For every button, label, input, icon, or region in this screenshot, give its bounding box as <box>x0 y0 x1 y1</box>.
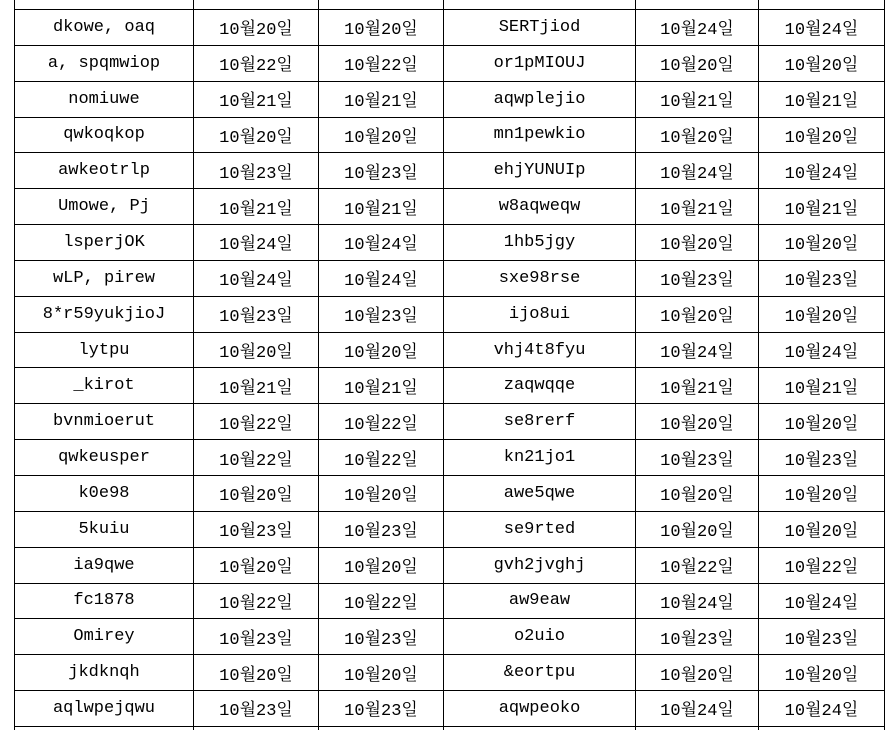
table-row <box>15 655 885 691</box>
cell-date-right-2[interactable]: 10월20일 <box>759 475 885 511</box>
cell-date-left-1[interactable]: 10월23일 <box>194 153 319 189</box>
cell-date-right-1[interactable]: 10월21일 <box>636 81 759 117</box>
partial-cell <box>194 726 319 730</box>
cell-name-left[interactable]: aqlwpejqwu <box>15 691 194 727</box>
cell-date-left-1[interactable]: 10월23일 <box>194 511 319 547</box>
partial-cell <box>15 0 194 10</box>
partial-cell <box>319 0 444 10</box>
cell-name-left[interactable]: _kirot <box>15 368 194 404</box>
cell-date-left-1[interactable]: 10월20일 <box>194 655 319 691</box>
cell-name-left[interactable]: dkowe, oaq <box>15 10 194 46</box>
cell-date-right-1[interactable]: 10월20일 <box>636 296 759 332</box>
partial-cell <box>444 0 636 10</box>
cell-name-left[interactable]: jkdknqh <box>15 655 194 691</box>
cell-date-right-2[interactable]: 10월20일 <box>759 117 885 153</box>
cell-date-left-2[interactable]: 10월20일 <box>319 655 444 691</box>
cell-name-left[interactable]: qwkoqkop <box>15 117 194 153</box>
cell-date-left-1[interactable]: 10월20일 <box>194 117 319 153</box>
cell-date-left-1[interactable]: 10월21일 <box>194 189 319 225</box>
cell-name-right[interactable]: gvh2jvghj <box>444 547 636 583</box>
cell-date-right-1[interactable]: 10월23일 <box>636 260 759 296</box>
table-row <box>15 189 885 225</box>
cell-date-right-1[interactable]: 10월23일 <box>636 619 759 655</box>
cell-date-left-1[interactable]: 10월20일 <box>194 10 319 46</box>
partial-cell <box>15 726 194 730</box>
cell-date-left-1[interactable]: 10월23일 <box>194 296 319 332</box>
cell-date-left-2[interactable]: 10월23일 <box>319 153 444 189</box>
cell-date-right-1[interactable]: 10월20일 <box>636 655 759 691</box>
cell-date-right-1[interactable]: 10월20일 <box>636 117 759 153</box>
cell-name-right[interactable]: ijo8ui <box>444 296 636 332</box>
cell-date-right-1[interactable]: 10월20일 <box>636 404 759 440</box>
cell-date-right-2[interactable]: 10월21일 <box>759 368 885 404</box>
cell-date-right-1[interactable]: 10월22일 <box>636 547 759 583</box>
cell-name-right[interactable]: SERTjiod <box>444 10 636 46</box>
cell-date-right-1[interactable]: 10월24일 <box>636 332 759 368</box>
cell-date-left-1[interactable]: 10월21일 <box>194 368 319 404</box>
cell-name-right[interactable]: &eortpu <box>444 655 636 691</box>
cell-date-right-2[interactable]: 10월23일 <box>759 440 885 476</box>
table-row <box>15 260 885 296</box>
cell-name-right[interactable]: sxe98rse <box>444 260 636 296</box>
cell-date-right-2[interactable]: 10월20일 <box>759 404 885 440</box>
cell-date-right-2[interactable]: 10월24일 <box>759 583 885 619</box>
partial-cell <box>759 0 885 10</box>
cell-name-right[interactable]: aqwplejio <box>444 81 636 117</box>
cell-date-right-2[interactable]: 10월20일 <box>759 296 885 332</box>
cell-date-left-1[interactable]: 10월20일 <box>194 475 319 511</box>
cell-date-left-2[interactable]: 10월22일 <box>319 45 444 81</box>
table-row <box>15 81 885 117</box>
partial-cell <box>636 726 759 730</box>
cell-name-right[interactable]: aqwpeoko <box>444 691 636 727</box>
cell-date-left-2[interactable]: 10월20일 <box>319 475 444 511</box>
table-row <box>15 583 885 619</box>
cell-name-right[interactable]: 1hb5jgy <box>444 225 636 261</box>
table-row <box>15 332 885 368</box>
cell-name-left[interactable]: nomiuwe <box>15 81 194 117</box>
cell-name-left[interactable]: Omirey <box>15 619 194 655</box>
cell-name-left[interactable]: lsperjOK <box>15 225 194 261</box>
cell-date-right-2[interactable]: 10월21일 <box>759 81 885 117</box>
cell-date-left-1[interactable]: 10월20일 <box>194 547 319 583</box>
cell-date-right-2[interactable]: 10월24일 <box>759 332 885 368</box>
cell-date-left-2[interactable]: 10월23일 <box>319 511 444 547</box>
cell-date-right-1[interactable]: 10월20일 <box>636 45 759 81</box>
cell-name-left[interactable]: wLP, pirew <box>15 260 194 296</box>
cell-name-right[interactable]: zaqwqqe <box>444 368 636 404</box>
cell-date-left-1[interactable]: 10월22일 <box>194 583 319 619</box>
cell-name-right[interactable]: ehjYUNUIp <box>444 153 636 189</box>
cell-date-right-1[interactable]: 10월24일 <box>636 153 759 189</box>
cell-name-right[interactable]: mn1pewkio <box>444 117 636 153</box>
cell-name-left[interactable]: 5kuiu <box>15 511 194 547</box>
cell-date-left-1[interactable]: 10월22일 <box>194 45 319 81</box>
cell-date-left-1[interactable]: 10월23일 <box>194 619 319 655</box>
partial-row-top <box>15 0 885 10</box>
cell-name-right[interactable]: o2uio <box>444 619 636 655</box>
cell-date-right-1[interactable]: 10월21일 <box>636 368 759 404</box>
table-row <box>15 440 885 476</box>
cell-name-right[interactable]: or1pMIOUJ <box>444 45 636 81</box>
table-row <box>15 511 885 547</box>
cell-date-right-2[interactable]: 10월20일 <box>759 511 885 547</box>
cell-date-right-1[interactable]: 10월24일 <box>636 583 759 619</box>
cell-date-left-2[interactable]: 10월21일 <box>319 368 444 404</box>
cell-date-right-1[interactable]: 10월24일 <box>636 10 759 46</box>
cell-date-left-1[interactable]: 10월22일 <box>194 440 319 476</box>
cell-name-right[interactable]: awe5qwe <box>444 475 636 511</box>
partial-cell <box>636 0 759 10</box>
cell-date-left-2[interactable]: 10월23일 <box>319 296 444 332</box>
cell-date-left-2[interactable]: 10월21일 <box>319 189 444 225</box>
cell-name-right[interactable]: w8aqweqw <box>444 189 636 225</box>
cell-name-left[interactable]: bvnmioerut <box>15 404 194 440</box>
table-row <box>15 225 885 261</box>
partial-cell <box>194 0 319 10</box>
cell-date-left-2[interactable]: 10월22일 <box>319 404 444 440</box>
cell-name-left[interactable]: awkeotrlp <box>15 153 194 189</box>
cell-date-right-2[interactable]: 10월24일 <box>759 153 885 189</box>
cell-date-right-2[interactable]: 10월24일 <box>759 691 885 727</box>
cell-date-right-1[interactable]: 10월23일 <box>636 440 759 476</box>
data-table <box>14 0 885 730</box>
cell-name-left[interactable]: Umowe, Pj <box>15 189 194 225</box>
cell-date-right-1[interactable]: 10월21일 <box>636 189 759 225</box>
cell-name-right[interactable]: kn21jo1 <box>444 440 636 476</box>
cell-date-left-2[interactable]: 10월24일 <box>319 225 444 261</box>
cell-date-right-1[interactable]: 10월20일 <box>636 225 759 261</box>
cell-date-right-1[interactable]: 10월20일 <box>636 511 759 547</box>
cell-date-left-1[interactable]: 10월22일 <box>194 404 319 440</box>
table-row <box>15 475 885 511</box>
cell-date-left-2[interactable]: 10월22일 <box>319 583 444 619</box>
table-body <box>15 0 885 730</box>
cell-date-left-2[interactable]: 10월20일 <box>319 117 444 153</box>
cell-date-left-2[interactable]: 10월22일 <box>319 440 444 476</box>
table-row <box>15 45 885 81</box>
cell-date-right-2[interactable]: 10월23일 <box>759 260 885 296</box>
cell-name-left[interactable]: a, spqmwiop <box>15 45 194 81</box>
cell-date-right-1[interactable]: 10월20일 <box>636 475 759 511</box>
partial-cell <box>319 726 444 730</box>
cell-date-right-2[interactable]: 10월24일 <box>759 10 885 46</box>
cell-date-right-2[interactable]: 10월22일 <box>759 547 885 583</box>
cell-date-left-1[interactable]: 10월21일 <box>194 81 319 117</box>
table-row <box>15 619 885 655</box>
cell-name-left[interactable]: ia9qwe <box>15 547 194 583</box>
cell-date-left-1[interactable]: 10월23일 <box>194 691 319 727</box>
cell-date-left-2[interactable]: 10월23일 <box>319 691 444 727</box>
table-row <box>15 10 885 46</box>
cell-date-left-1[interactable]: 10월20일 <box>194 332 319 368</box>
cell-date-right-1[interactable]: 10월24일 <box>636 691 759 727</box>
table-row <box>15 547 885 583</box>
table-row <box>15 368 885 404</box>
cell-name-left[interactable]: qwkeusper <box>15 440 194 476</box>
table-row <box>15 117 885 153</box>
cell-name-left[interactable]: k0e98 <box>15 475 194 511</box>
cell-name-right[interactable]: aw9eaw <box>444 583 636 619</box>
cell-name-left[interactable]: 8*r59yukjioJ <box>15 296 194 332</box>
cell-date-left-2[interactable]: 10월23일 <box>319 619 444 655</box>
partial-row-bottom <box>15 726 885 730</box>
cell-date-left-1[interactable]: 10월24일 <box>194 260 319 296</box>
table-row <box>15 153 885 189</box>
cell-date-right-2[interactable]: 10월23일 <box>759 619 885 655</box>
cell-date-left-2[interactable]: 10월21일 <box>319 81 444 117</box>
cell-date-left-2[interactable]: 10월20일 <box>319 10 444 46</box>
table-row <box>15 404 885 440</box>
partial-cell <box>444 726 636 730</box>
cell-date-right-2[interactable]: 10월20일 <box>759 225 885 261</box>
cell-name-left[interactable]: lytpu <box>15 332 194 368</box>
cell-date-left-2[interactable]: 10월20일 <box>319 332 444 368</box>
cell-date-right-2[interactable]: 10월20일 <box>759 655 885 691</box>
cell-name-right[interactable]: se9rted <box>444 511 636 547</box>
cell-date-left-2[interactable]: 10월24일 <box>319 260 444 296</box>
cell-date-left-1[interactable]: 10월24일 <box>194 225 319 261</box>
cell-date-left-2[interactable]: 10월20일 <box>319 547 444 583</box>
cell-name-left[interactable]: fc1878 <box>15 583 194 619</box>
cell-date-right-2[interactable]: 10월20일 <box>759 45 885 81</box>
table-row <box>15 296 885 332</box>
cell-name-right[interactable]: se8rerf <box>444 404 636 440</box>
cell-date-right-2[interactable]: 10월21일 <box>759 189 885 225</box>
cell-name-right[interactable]: vhj4t8fyu <box>444 332 636 368</box>
table-row <box>15 691 885 727</box>
partial-cell <box>759 726 885 730</box>
